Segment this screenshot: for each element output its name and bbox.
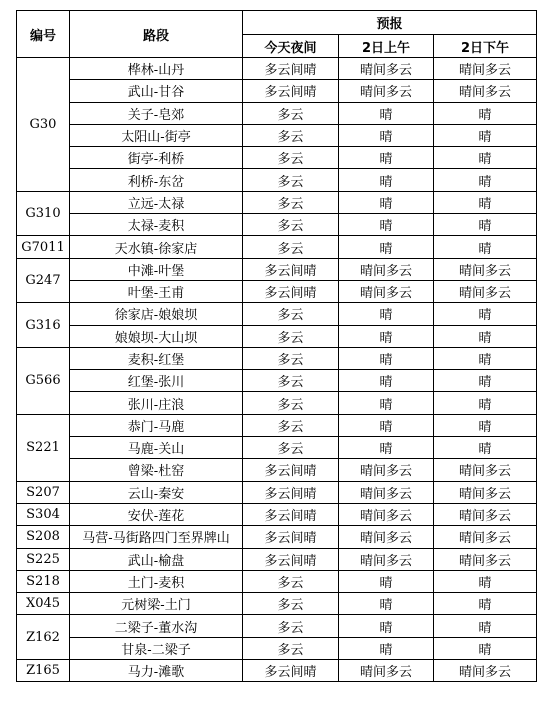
- road-weather-forecast-table: [16, 10, 537, 682]
- forecast-afternoon-cell: 晴: [434, 147, 537, 169]
- route-code-cell: S304: [17, 503, 70, 525]
- forecast-morning-cell: 晴间多云: [339, 258, 434, 280]
- table-row: [17, 80, 537, 102]
- forecast-morning-cell: 晴: [339, 370, 434, 392]
- forecast-afternoon-cell: 晴: [434, 124, 537, 146]
- forecast-morning-cell: 晴: [339, 236, 434, 258]
- forecast-tonight-cell: 多云: [243, 637, 339, 659]
- forecast-afternoon-cell: 晴间多云: [434, 481, 537, 503]
- road-section-cell: 叶堡-王甫: [70, 280, 243, 302]
- road-section-cell: 马营-马街路四门至界牌山: [70, 526, 243, 548]
- forecast-morning-cell: 晴: [339, 102, 434, 124]
- forecast-afternoon-cell: 晴: [434, 593, 537, 615]
- forecast-morning-cell: 晴: [339, 637, 434, 659]
- table-row: [17, 258, 537, 280]
- forecast-morning-cell: 晴: [339, 147, 434, 169]
- road-section-cell: 安伏-莲花: [70, 503, 243, 525]
- forecast-tonight-cell: 多云间晴: [243, 481, 339, 503]
- forecast-afternoon-cell: 晴: [434, 236, 537, 258]
- forecast-afternoon-cell: 晴: [434, 370, 537, 392]
- table-row: [17, 548, 537, 570]
- forecast-afternoon-cell: 晴: [434, 169, 537, 191]
- road-section-cell: 土门-麦积: [70, 570, 243, 592]
- table-row: [17, 526, 537, 548]
- forecast-tonight-cell: 多云间晴: [243, 548, 339, 570]
- road-section-cell: 马鹿-关山: [70, 437, 243, 459]
- route-code-cell: S218: [17, 570, 70, 592]
- forecast-afternoon-cell: 晴: [434, 325, 537, 347]
- forecast-morning-cell: 晴: [339, 615, 434, 637]
- header-period-afternoon: 2日下午: [434, 35, 537, 58]
- forecast-tonight-cell: 多云: [243, 414, 339, 436]
- header-code: 编号: [17, 11, 70, 58]
- road-section-cell: 武山-榆盘: [70, 548, 243, 570]
- road-section-cell: 云山-秦安: [70, 481, 243, 503]
- forecast-afternoon-cell: 晴: [434, 191, 537, 213]
- road-section-cell: 张川-庄浪: [70, 392, 243, 414]
- forecast-morning-cell: 晴: [339, 214, 434, 236]
- route-code-cell: G566: [17, 347, 70, 414]
- route-code-cell: G30: [17, 58, 70, 192]
- table-row: [17, 414, 537, 436]
- forecast-afternoon-cell: 晴间多云: [434, 280, 537, 302]
- road-section-cell: 太阳山-街亭: [70, 124, 243, 146]
- forecast-afternoon-cell: 晴间多云: [434, 58, 537, 80]
- forecast-tonight-cell: 多云: [243, 303, 339, 325]
- table-body: [17, 58, 537, 682]
- forecast-tonight-cell: 多云间晴: [243, 660, 339, 682]
- road-section-cell: 利桥-东岔: [70, 169, 243, 191]
- forecast-afternoon-cell: 晴间多云: [434, 459, 537, 481]
- route-code-cell: S221: [17, 414, 70, 481]
- road-section-cell: 甘泉-二梁子: [70, 637, 243, 659]
- table-row: [17, 660, 537, 682]
- route-code-cell: Z162: [17, 615, 70, 660]
- road-section-cell: 徐家店-娘娘坝: [70, 303, 243, 325]
- forecast-morning-cell: 晴间多云: [339, 481, 434, 503]
- forecast-tonight-cell: 多云: [243, 593, 339, 615]
- forecast-morning-cell: 晴: [339, 570, 434, 592]
- road-section-cell: 元树梁-土门: [70, 593, 243, 615]
- forecast-tonight-cell: 多云间晴: [243, 526, 339, 548]
- forecast-afternoon-cell: 晴: [434, 615, 537, 637]
- forecast-morning-cell: 晴间多云: [339, 660, 434, 682]
- forecast-afternoon-cell: 晴: [434, 570, 537, 592]
- forecast-table-wrapper: [16, 10, 537, 682]
- forecast-tonight-cell: 多云: [243, 191, 339, 213]
- header-period-tonight: 今天夜间: [243, 35, 339, 58]
- forecast-afternoon-cell: 晴: [434, 414, 537, 436]
- table-row: [17, 637, 537, 659]
- forecast-afternoon-cell: 晴: [434, 303, 537, 325]
- forecast-tonight-cell: 多云: [243, 437, 339, 459]
- table-row: [17, 437, 537, 459]
- forecast-afternoon-cell: 晴间多云: [434, 503, 537, 525]
- forecast-afternoon-cell: 晴: [434, 437, 537, 459]
- forecast-morning-cell: 晴间多云: [339, 58, 434, 80]
- header-section: 路段: [70, 11, 243, 58]
- header-period-morning: 2日上午: [339, 35, 434, 58]
- road-section-cell: 天水镇-徐家店: [70, 236, 243, 258]
- route-code-cell: S207: [17, 481, 70, 503]
- route-code-cell: G7011: [17, 236, 70, 258]
- table-row: [17, 169, 537, 191]
- forecast-morning-cell: 晴: [339, 414, 434, 436]
- road-section-cell: 曾梁-杜窑: [70, 459, 243, 481]
- forecast-tonight-cell: 多云: [243, 325, 339, 347]
- forecast-afternoon-cell: 晴: [434, 102, 537, 124]
- forecast-tonight-cell: 多云间晴: [243, 258, 339, 280]
- forecast-morning-cell: 晴间多云: [339, 526, 434, 548]
- forecast-tonight-cell: 多云: [243, 102, 339, 124]
- forecast-morning-cell: 晴: [339, 169, 434, 191]
- road-section-cell: 太禄-麦积: [70, 214, 243, 236]
- road-section-cell: 街亭-利桥: [70, 147, 243, 169]
- table-row: [17, 102, 537, 124]
- forecast-tonight-cell: 多云间晴: [243, 58, 339, 80]
- forecast-tonight-cell: 多云: [243, 392, 339, 414]
- forecast-afternoon-cell: 晴: [434, 637, 537, 659]
- route-code-cell: G310: [17, 191, 70, 236]
- forecast-tonight-cell: 多云: [243, 169, 339, 191]
- road-section-cell: 桦林-山丹: [70, 58, 243, 80]
- table-row: [17, 570, 537, 592]
- route-code-cell: G316: [17, 303, 70, 348]
- table-row: [17, 392, 537, 414]
- road-section-cell: 武山-甘谷: [70, 80, 243, 102]
- forecast-morning-cell: 晴间多云: [339, 80, 434, 102]
- header-forecast: 预报: [243, 11, 537, 35]
- table-row: [17, 481, 537, 503]
- road-section-cell: 二梁子-董水沟: [70, 615, 243, 637]
- forecast-morning-cell: 晴间多云: [339, 503, 434, 525]
- table-row: [17, 214, 537, 236]
- road-section-cell: 恭门-马鹿: [70, 414, 243, 436]
- road-section-cell: 马力-滩歌: [70, 660, 243, 682]
- forecast-morning-cell: 晴: [339, 347, 434, 369]
- table-row: [17, 58, 537, 80]
- forecast-tonight-cell: 多云间晴: [243, 280, 339, 302]
- forecast-morning-cell: 晴: [339, 325, 434, 347]
- forecast-morning-cell: 晴: [339, 437, 434, 459]
- route-code-cell: X045: [17, 593, 70, 615]
- forecast-morning-cell: 晴间多云: [339, 548, 434, 570]
- forecast-tonight-cell: 多云: [243, 236, 339, 258]
- road-section-cell: 麦积-红堡: [70, 347, 243, 369]
- forecast-afternoon-cell: 晴: [434, 214, 537, 236]
- forecast-tonight-cell: 多云间晴: [243, 503, 339, 525]
- forecast-morning-cell: 晴: [339, 392, 434, 414]
- forecast-tonight-cell: 多云: [243, 370, 339, 392]
- table-row: [17, 147, 537, 169]
- table-row: [17, 325, 537, 347]
- road-section-cell: 娘娘坝-大山坝: [70, 325, 243, 347]
- forecast-tonight-cell: 多云间晴: [243, 80, 339, 102]
- forecast-afternoon-cell: 晴间多云: [434, 548, 537, 570]
- table-row: [17, 615, 537, 637]
- table-row: [17, 191, 537, 213]
- forecast-tonight-cell: 多云: [243, 147, 339, 169]
- forecast-afternoon-cell: 晴: [434, 347, 537, 369]
- table-row: [17, 347, 537, 369]
- forecast-afternoon-cell: 晴间多云: [434, 660, 537, 682]
- table-row: [17, 459, 537, 481]
- forecast-afternoon-cell: 晴间多云: [434, 80, 537, 102]
- table-row: [17, 303, 537, 325]
- table-row: [17, 370, 537, 392]
- table-row: [17, 280, 537, 302]
- forecast-afternoon-cell: 晴间多云: [434, 258, 537, 280]
- forecast-tonight-cell: 多云: [243, 615, 339, 637]
- route-code-cell: G247: [17, 258, 70, 303]
- route-code-cell: S225: [17, 548, 70, 570]
- road-section-cell: 中滩-叶堡: [70, 258, 243, 280]
- forecast-morning-cell: 晴: [339, 124, 434, 146]
- forecast-afternoon-cell: 晴: [434, 392, 537, 414]
- table-row: [17, 503, 537, 525]
- forecast-morning-cell: 晴间多云: [339, 459, 434, 481]
- forecast-tonight-cell: 多云: [243, 214, 339, 236]
- road-section-cell: 关子-皂郊: [70, 102, 243, 124]
- forecast-afternoon-cell: 晴间多云: [434, 526, 537, 548]
- forecast-morning-cell: 晴: [339, 593, 434, 615]
- forecast-tonight-cell: 多云: [243, 570, 339, 592]
- forecast-tonight-cell: 多云间晴: [243, 459, 339, 481]
- forecast-morning-cell: 晴: [339, 303, 434, 325]
- table-row: [17, 593, 537, 615]
- forecast-tonight-cell: 多云: [243, 347, 339, 369]
- road-section-cell: 立远-太禄: [70, 191, 243, 213]
- forecast-morning-cell: 晴间多云: [339, 280, 434, 302]
- road-section-cell: 红堡-张川: [70, 370, 243, 392]
- table-row: [17, 124, 537, 146]
- route-code-cell: Z165: [17, 660, 70, 682]
- forecast-tonight-cell: 多云: [243, 124, 339, 146]
- table-header: [17, 11, 537, 58]
- table-row: [17, 236, 537, 258]
- route-code-cell: S208: [17, 526, 70, 548]
- forecast-morning-cell: 晴: [339, 191, 434, 213]
